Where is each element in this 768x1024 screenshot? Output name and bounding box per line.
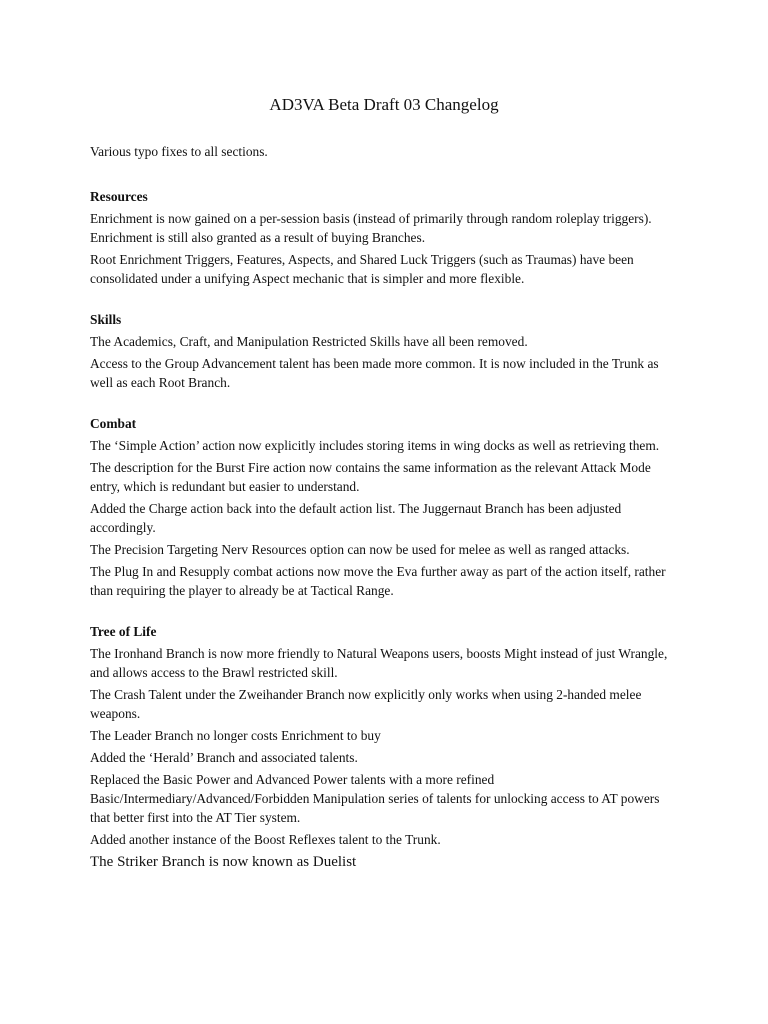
section-heading: Combat	[90, 416, 137, 431]
changelog-item: The Ironhand Branch is now more friendly to Natural Weapons users, boosts Might instead of just Wrangle, and allows access to the Brawl restricted skill.	[90, 646, 668, 680]
changelog-item: Root Enrichment Triggers, Features, Aspects, and Shared Luck Triggers (such as Traumas) have been consolidated under a unifying Aspect mechanic that is simpler and more flexible.	[90, 252, 634, 286]
changelog-item: Replaced the Basic Power and Advanced Power talents with a more refined Basic/Intermediary/Advanced/Forbidden Manipulation series of talents for unlocking access to AT powers that better first into the AT Tier system.	[90, 772, 660, 825]
changelog-item: The Striker Branch is now known as Duelist	[90, 854, 357, 870]
changelog-item: The Crash Talent under the Zweihander Branch now explicitly only works when using 2-handed melee weapons.	[90, 687, 642, 721]
section-tree-of-life	[90, 623, 680, 872]
changelog-item: Added another instance of the Boost Reflexes talent to the Trunk.	[90, 832, 441, 847]
changelog-item: The Academics, Craft, and Manipulation Restricted Skills have all been removed.	[90, 334, 528, 349]
intro-text: Various typo fixes to all sections.	[90, 144, 268, 159]
changelog-sections	[90, 188, 680, 895]
section-heading: Resources	[90, 189, 148, 204]
changelog-item: Added the Charge action back into the default action list. The Juggernaut Branch has been adjusted accordingly.	[90, 501, 622, 535]
changelog-item: Added the ‘Herald’ Branch and associated talents.	[90, 750, 358, 765]
changelog-item: Access to the Group Advancement talent has been made more common. It is now included in the Trunk as well as each Root Branch.	[90, 356, 659, 390]
section-skills	[90, 311, 680, 392]
document-title: AD3VA Beta Draft 03 Changelog	[269, 95, 499, 114]
section-heading: Skills	[90, 312, 122, 327]
changelog-item: The ‘Simple Action’ action now explicitly includes storing items in wing docks as well as retrieving them.	[90, 438, 660, 453]
changelog-item: Enrichment is now gained on a per-session basis (instead of primarily through random roleplay triggers). Enrichment is still also granted as a result of buying Branches.	[90, 211, 652, 245]
changelog-item: The Precision Targeting Nerv Resources option can now be used for melee as well as ranged attacks.	[90, 542, 630, 557]
section-heading: Tree of Life	[90, 624, 157, 639]
changelog-item: The Plug In and Resupply combat actions now move the Eva further away as part of the action itself, rather than requiring the player to already be at Tactical Range.	[90, 564, 666, 598]
section-resources	[90, 188, 680, 288]
section-combat	[90, 415, 680, 600]
changelog-item: The description for the Burst Fire action now contains the same information as the relevant Attack Mode entry, which is redundant but easier to understand.	[90, 460, 651, 494]
changelog-item: The Leader Branch no longer costs Enrichment to buy	[90, 728, 381, 743]
